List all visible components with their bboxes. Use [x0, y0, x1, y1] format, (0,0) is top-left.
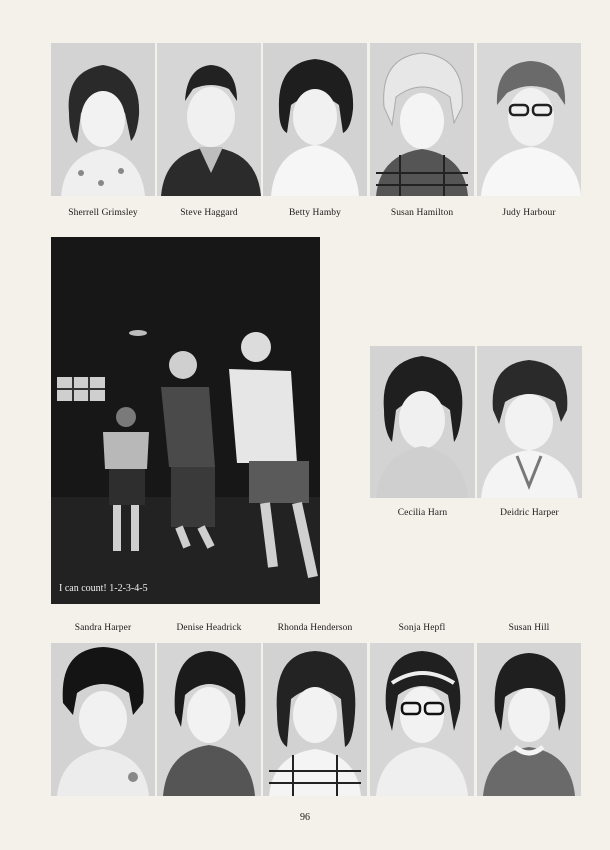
student-name: Sherrell Grimsley: [68, 208, 138, 218]
student-name: Betty Hamby: [288, 208, 342, 218]
action-photo: [51, 237, 320, 604]
page-number: 96: [300, 812, 310, 823]
student-name: Deidric Harper: [500, 508, 559, 518]
student-name: Denise Headrick: [176, 623, 242, 633]
portrait-photo: [51, 43, 155, 196]
portrait-photo: [477, 43, 581, 196]
student-name: Susan Hamilton: [390, 208, 454, 218]
portrait-photo: [51, 643, 155, 796]
photo-caption: I can count! 1-2-3-4-5: [59, 583, 148, 594]
portrait-photo: [370, 43, 474, 196]
student-name: Steve Haggard: [180, 208, 238, 218]
portrait-photo: [477, 643, 581, 796]
portrait-photo: [263, 643, 367, 796]
student-name: Susan Hill: [508, 623, 550, 633]
student-name: Judy Harbour: [502, 208, 556, 218]
portrait-photo: [157, 43, 261, 196]
portrait-photo: [157, 643, 261, 796]
student-name: Sonja Hepfl: [398, 623, 446, 633]
portrait-photo: [263, 43, 367, 196]
portrait-photo: [370, 643, 474, 796]
student-name: Sandra Harper: [74, 623, 132, 633]
portrait-photo: [370, 346, 475, 498]
portrait-photo: [477, 346, 582, 498]
student-name: Rhonda Henderson: [277, 623, 353, 633]
student-name: Cecilia Harn: [397, 508, 448, 518]
